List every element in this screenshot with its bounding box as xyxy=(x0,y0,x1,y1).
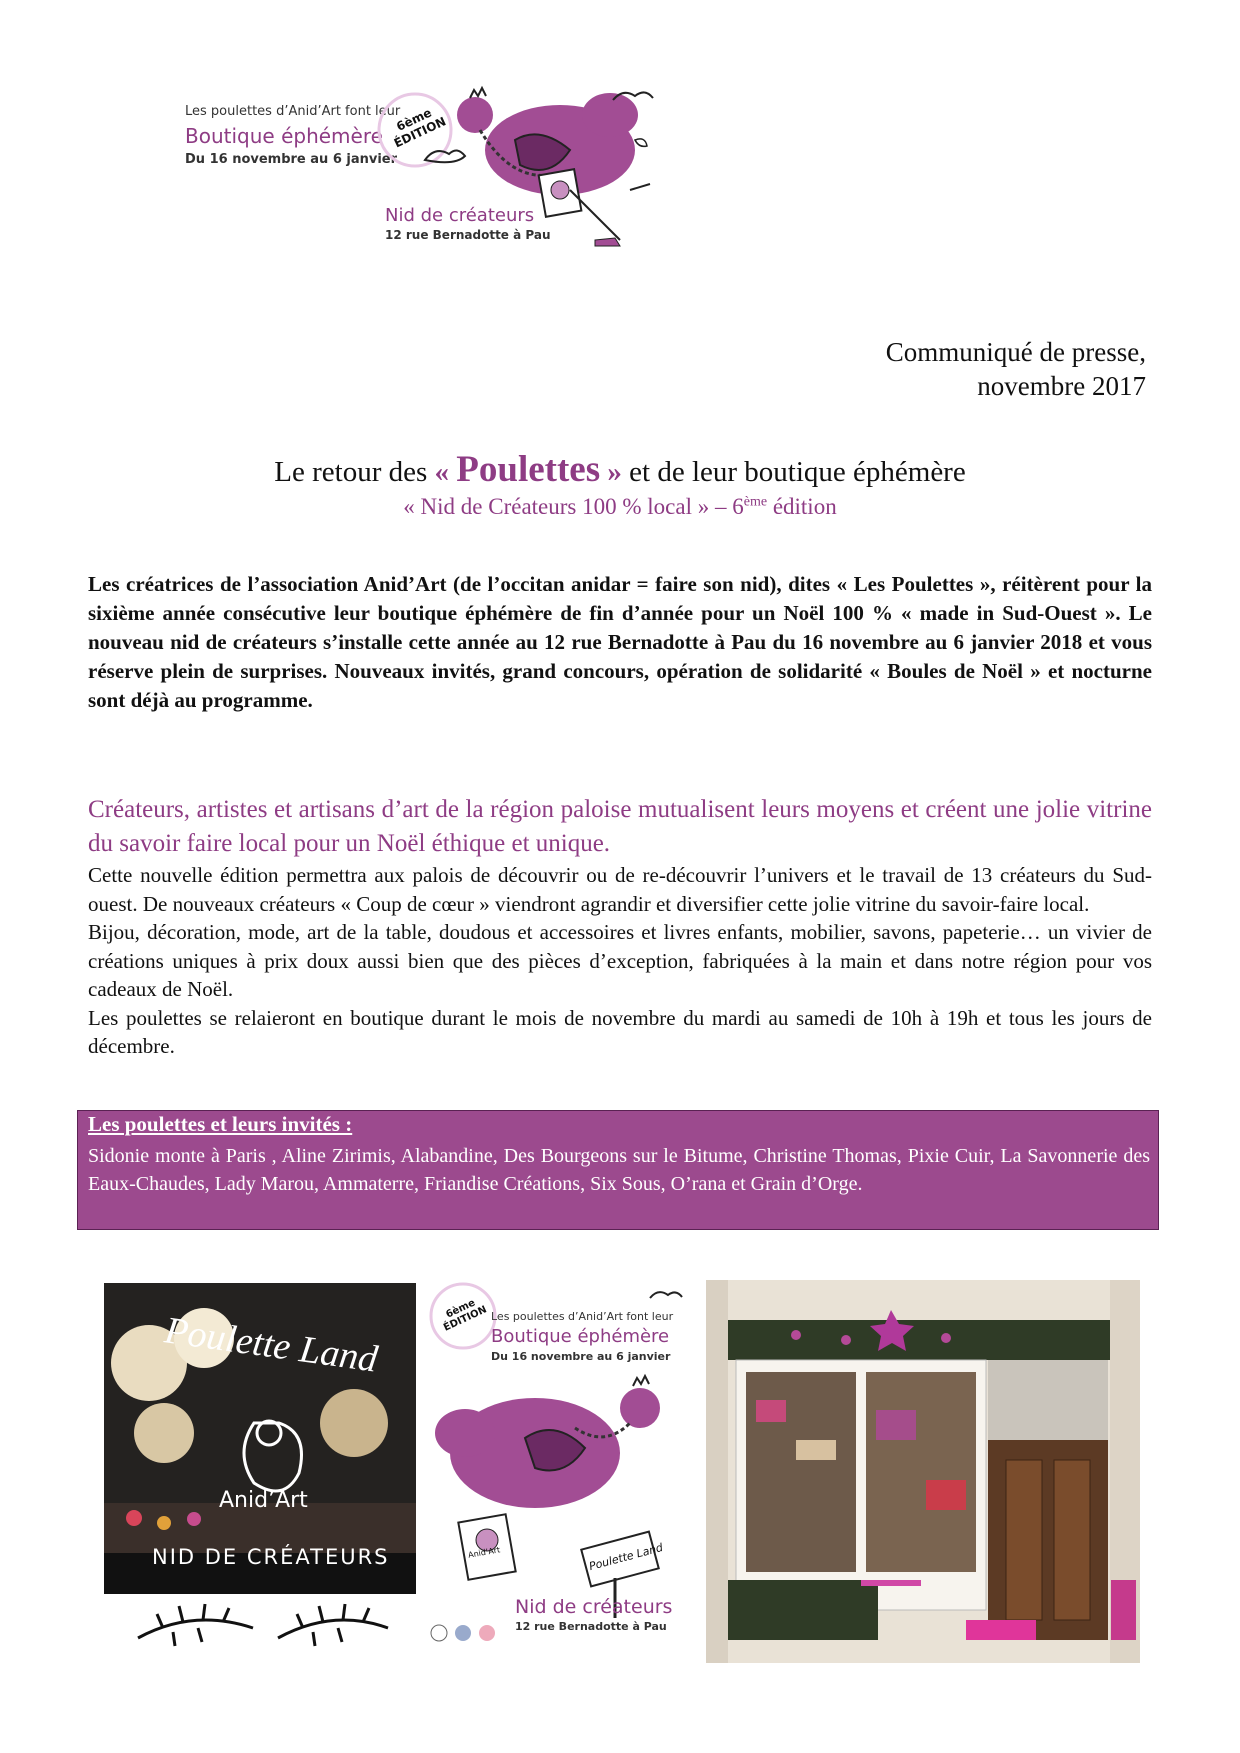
shop-front-photo xyxy=(706,1280,1140,1663)
page-subtitle xyxy=(0,494,1240,520)
title-quote-open: « xyxy=(434,456,457,488)
subtitle-text: « Nid de Créateurs 100 % local » – 6 xyxy=(403,494,744,519)
poster-nid: Nid de créateurs xyxy=(515,1596,673,1618)
poster-line2: Boutique éphémère xyxy=(491,1326,670,1347)
title-quote-close: » xyxy=(600,456,622,488)
subtitle-sup: ème xyxy=(743,494,768,510)
logo-line1: Les poulettes d’Anid’Art font leur xyxy=(185,104,401,119)
logo-address: 12 rue Bernadotte à Pau xyxy=(385,228,551,242)
shop-window-photo xyxy=(104,1283,416,1594)
body-paragraph: Bijou, décoration, mode, art de la table, doudous et accessoires et livres enfants, mobilier, savons, papeterie… un vivier de créations uniques à prix doux aussi bien que des pièces d’exception, fabriquées à la main et dans notre région pour vos cadeaux de Noël. xyxy=(88,920,1152,1001)
title-highlight: Poulettes xyxy=(456,449,601,490)
event-poster xyxy=(425,1278,707,1650)
press-release-block xyxy=(886,335,1146,403)
poster-address: 12 rue Bernadotte à Pau xyxy=(515,1620,667,1633)
logo-nid: Nid de créateurs xyxy=(385,205,535,226)
poster-badge: 6ème ÉDITION xyxy=(442,1297,489,1334)
title-suffix: et de leur boutique éphémère xyxy=(621,456,966,488)
press-line1: Communiqué de presse, xyxy=(885,337,1146,367)
poster-sign-text: Poulette Land xyxy=(587,1540,665,1574)
guests-title: Les poulettes et leurs invités : xyxy=(88,1112,353,1136)
body-paragraph: Cette nouvelle édition permettra aux palois de découvrir ou de re-découvrir l’univers et le travail de 13 créateurs du Sud-ouest. De nouveaux créateurs « Coup de cœur » viendront agrandir et diversifier cette jolie vitrine du savoir-faire local. xyxy=(88,863,1152,916)
logo-line3: Du 16 novembre au 6 janvier xyxy=(185,152,398,167)
poster-line1: Les poulettes d’Anid’Art font leur xyxy=(491,1310,674,1323)
body-text xyxy=(88,861,1152,1061)
guests-list: Sidonie monte à Paris , Aline Zirimis, Alabandine, Des Bourgeons sur le Bitume, Christine Thomas, Pixie Cuir, La Savonnerie des Eaux-Chaudes, Lady Marou, Ammaterre, Friandise Créations, Six Sous, O’rana et Grain d’Orge. xyxy=(88,1145,1150,1195)
poster-line3: Du 16 novembre au 6 janvier xyxy=(491,1350,671,1363)
header-logo xyxy=(185,80,745,290)
window-nid-text: NID DE CRÉATEURS xyxy=(152,1545,390,1569)
page-title xyxy=(0,448,1240,491)
window-sign-text: Poulette Land xyxy=(162,1309,381,1381)
leaf-ornament-icon xyxy=(133,1598,393,1658)
logo-line2: Boutique éphémère xyxy=(185,124,383,148)
lead-paragraph: Créateurs, artistes et artisans d’art de la région paloise mutualisent leurs moyens et créent une jolie vitrine du savoir faire local pour un Noël éthique et unique. xyxy=(88,796,1152,857)
press-line2: novembre 2017 xyxy=(977,371,1146,401)
subtitle-end: édition xyxy=(767,494,837,519)
body-paragraph: Les poulettes se relaieront en boutique durant le mois de novembre du mardi au samedi de 10h à 19h et tous les jours de décembre. xyxy=(88,1005,1152,1058)
title-prefix: Le retour des xyxy=(274,456,435,488)
poster-bag-label: Anid’Art xyxy=(467,1545,501,1560)
intro-paragraph: Les créatrices de l’association Anid’Art (de l’occitan anidar = faire son nid), dites « Les Poulettes », réitèrent pour la sixième année consécutive leur boutique éphémère de fin d’année pour un Noël 100 % « made in Sud-Ouest ». Le nouveau nid de créateurs s’installe cette année au 12 rue Bernadotte à Pau du 16 novembre au 6 janvier 2018 et vous réserve plein de surprises. Nouveaux invités, grand concours, opération de solidarité « Boules de Noël » et nocturne sont déjà au programme. xyxy=(88,572,1152,712)
window-anidart: Anid’Art xyxy=(219,1488,308,1513)
shop-front-illustration-icon xyxy=(706,1280,1140,1663)
edition-badge: 6ème ÉDITION xyxy=(391,105,449,151)
